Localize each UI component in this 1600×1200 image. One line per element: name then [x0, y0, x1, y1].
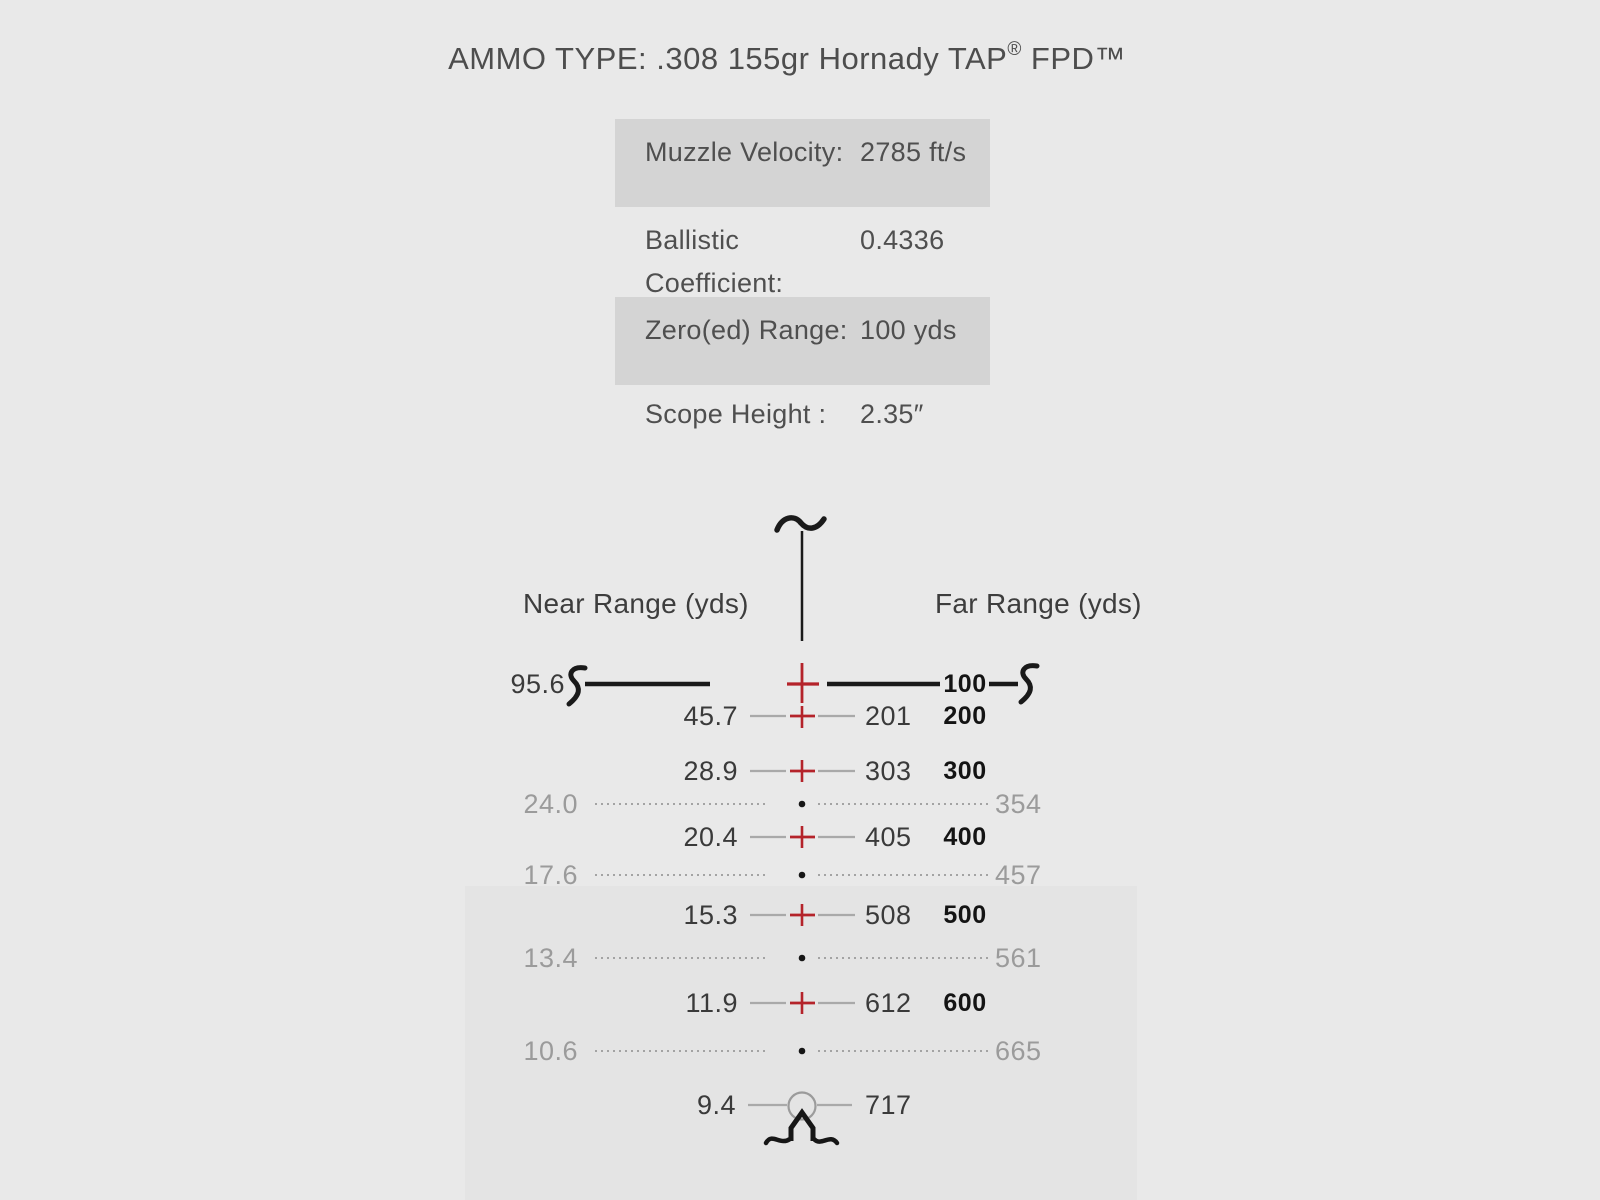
spec-value: 2785 ft/s [860, 137, 967, 167]
near-range-value: 9.4 [696, 1090, 736, 1120]
spec-value: 0.4336 [860, 225, 945, 255]
holdover-dot-icon [799, 872, 806, 879]
near-range-value: 10.6 [523, 1036, 578, 1066]
spec-label: Scope Height : [645, 399, 827, 429]
far-range-bold-value: 200 [943, 702, 987, 730]
line-break-squiggle-icon [569, 668, 585, 704]
far-range-bold-value: 100 [943, 670, 987, 698]
far-range-value: 405 [865, 822, 912, 852]
table-row [615, 297, 990, 385]
far-range-value: 354 [995, 789, 1042, 819]
far-range-value: 612 [865, 988, 912, 1018]
far-range-value: 508 [865, 900, 912, 930]
far-range-bold-value: 600 [943, 989, 987, 1017]
near-range-value: 13.4 [523, 943, 578, 973]
spec-label: Ballistic Coefficient: [645, 225, 784, 298]
far-range-value: 201 [865, 701, 912, 731]
ammo-type-text: AMMO TYPE: .308 155gr Hornady TAP [448, 41, 1008, 76]
line-break-squiggle-icon [1021, 666, 1037, 702]
table-row [615, 119, 990, 207]
spec-value: 2.35″ [860, 399, 924, 429]
near-range-value: 20.4 [683, 822, 738, 852]
table-row [615, 385, 990, 447]
near-range-value: 28.9 [683, 756, 738, 786]
near-range-value: 11.9 [685, 988, 738, 1018]
near-range-value: 45.7 [683, 701, 738, 731]
ammo-type-suffix: FPD™ [1021, 41, 1126, 76]
far-range-value: 303 [865, 756, 912, 786]
page-title [0, 30, 1587, 74]
far-range-column-label: Far Range (yds) [935, 588, 1142, 619]
holdover-dot-icon [799, 801, 806, 808]
registered-trademark-symbol: ® [1007, 39, 1022, 60]
far-range-bold-value: 500 [943, 901, 987, 929]
far-range-bold-value: 300 [943, 757, 987, 785]
far-range-bold-value: 400 [943, 823, 987, 851]
near-range-column-label: Near Range (yds) [523, 588, 749, 619]
table-row [615, 207, 990, 297]
spec-label: Muzzle Velocity: [645, 137, 844, 167]
near-range-value: 17.6 [523, 860, 578, 890]
near-range-value: 95.6 [510, 669, 565, 699]
near-range-value: 15.3 [683, 900, 738, 930]
ballistic-spec-table [615, 119, 990, 447]
far-range-value: 561 [995, 943, 1042, 973]
spec-label: Zero(ed) Range: [645, 315, 848, 345]
far-range-value: 665 [995, 1036, 1042, 1066]
far-range-value: 457 [995, 860, 1042, 890]
far-range-value: 717 [865, 1090, 912, 1120]
near-range-value: 24.0 [523, 789, 578, 819]
spec-value: 100 yds [860, 315, 957, 345]
line-break-tilde-icon [777, 518, 824, 530]
